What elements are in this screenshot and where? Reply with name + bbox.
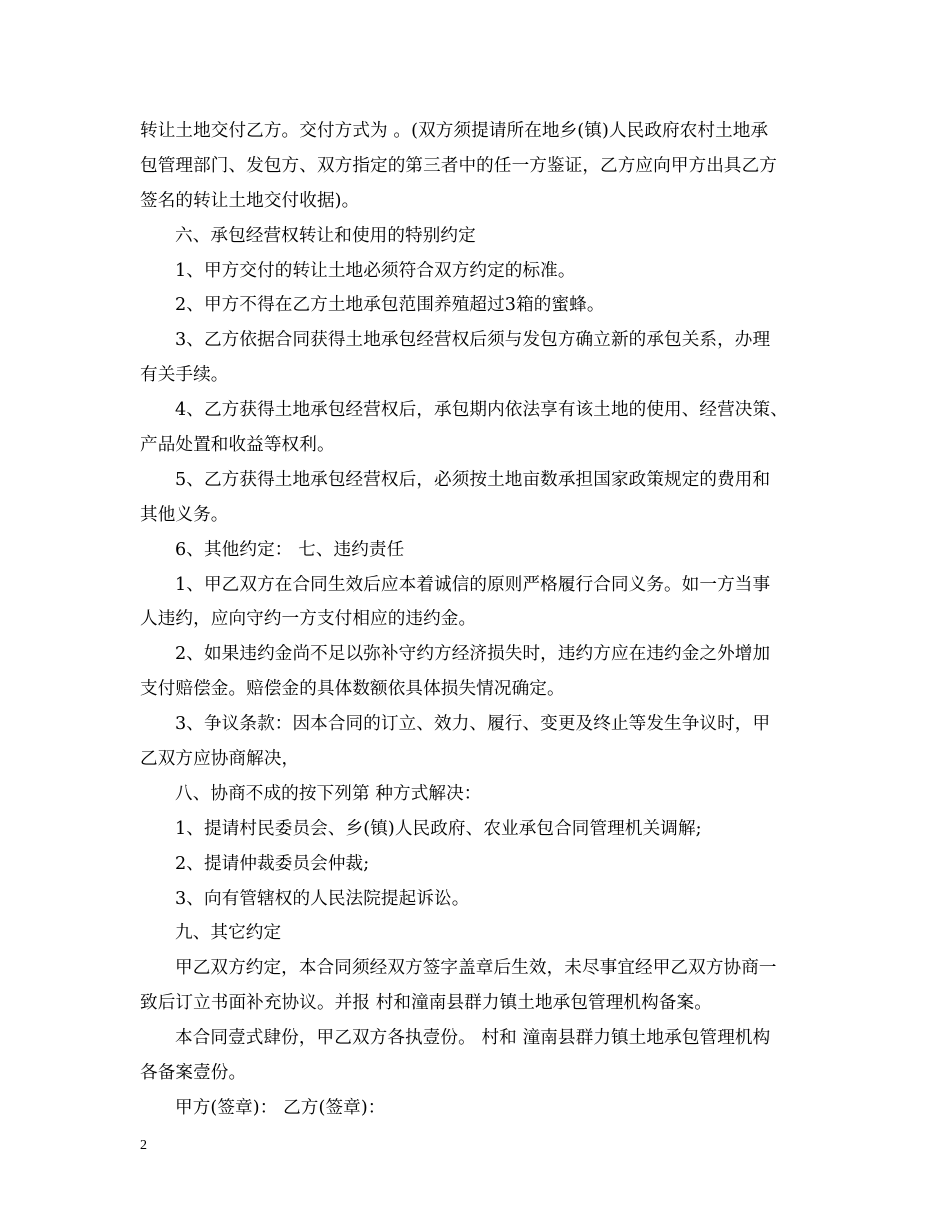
text-line: 包管理部门、发包方、双方指定的第三者中的任一方鉴证，乙方应向甲方出具乙方 bbox=[140, 155, 777, 176]
text-line: 签名的转让土地交付收据)。 bbox=[140, 190, 360, 211]
text-line: 3、乙方依据合同获得土地承包经营权后须与发包方确立新的承包关系，办理 bbox=[175, 330, 771, 351]
text-line: 八、协商不成的按下列第 种方式解决： bbox=[175, 783, 482, 804]
text-line: 六、承包经营权转让和使用的特别约定 bbox=[175, 225, 476, 246]
page-number: 2 bbox=[140, 1138, 147, 1153]
text-line: 甲方(签章)： 乙方(签章)： bbox=[175, 1097, 386, 1118]
text-line: 转让土地交付乙方。交付方式为 。(双方须提请所在地乡(镇)人民政府农村土地承 bbox=[140, 121, 769, 141]
text-line: 2、甲方不得在乙方土地承包范围养殖超过3箱的蜜蜂。 bbox=[175, 295, 605, 316]
text-line: 甲乙双方约定，本合同须经双方签字盖章后生效，未尽事宜经甲乙双方协商一 bbox=[175, 958, 777, 979]
text-line: 九、其它约定 bbox=[175, 923, 282, 944]
text-line: 乙双方应协商解决， bbox=[140, 749, 300, 770]
text-line: 其他义务。 bbox=[140, 504, 229, 525]
text-line: 有关手续。 bbox=[140, 365, 229, 386]
text-line: 1、甲乙双方在合同生效后应本着诚信的原则严格履行合同义务。如一方当事 bbox=[175, 574, 771, 595]
text-line: 3、向有管辖权的人民法院提起诉讼。 bbox=[175, 888, 470, 909]
text-line: 3、争议条款：因本合同的订立、效力、履行、变更及终止等发生争议时，甲 bbox=[175, 714, 771, 735]
text-line: 2、提请仲裁委员会仲裁; bbox=[175, 853, 370, 874]
text-line: 支付赔偿金。赔偿金的具体数额依具体损失情况确定。 bbox=[140, 679, 565, 700]
document-body bbox=[140, 114, 812, 1126]
text-line: 1、甲方交付的转让土地必须符合双方约定的标准。 bbox=[175, 260, 576, 281]
text-line: 1、提请村民委员会、乡(镇)人民政府、农业承包合同管理机关调解; bbox=[175, 818, 702, 839]
text-line: 各备案壹份。 bbox=[140, 1063, 247, 1084]
text-line: 6、其他约定： 七、违约责任 bbox=[175, 539, 405, 560]
text-line: 5、乙方获得土地承包经营权后，必须按土地亩数承担国家政策规定的费用和 bbox=[175, 469, 771, 490]
text-line: 致后订立书面补充协议。并报 村和潼南县群力镇土地承包管理机构备案。 bbox=[140, 993, 712, 1014]
text-line: 2、如果违约金尚不足以弥补守约方经济损失时，违约方应在违约金之外增加 bbox=[175, 644, 771, 665]
text-line: 产品处置和收益等权利。 bbox=[140, 435, 335, 456]
text-line: 4、乙方获得土地承包经营权后，承包期内依法享有该土地的使用、经营决策、 bbox=[175, 400, 788, 421]
text-line: 人违约，应向守约一方支付相应的违约金。 bbox=[140, 609, 477, 630]
text-line: 本合同壹式肆份，甲乙双方各执壹份。 村和 潼南县群力镇土地承包管理机构 bbox=[175, 1028, 771, 1049]
